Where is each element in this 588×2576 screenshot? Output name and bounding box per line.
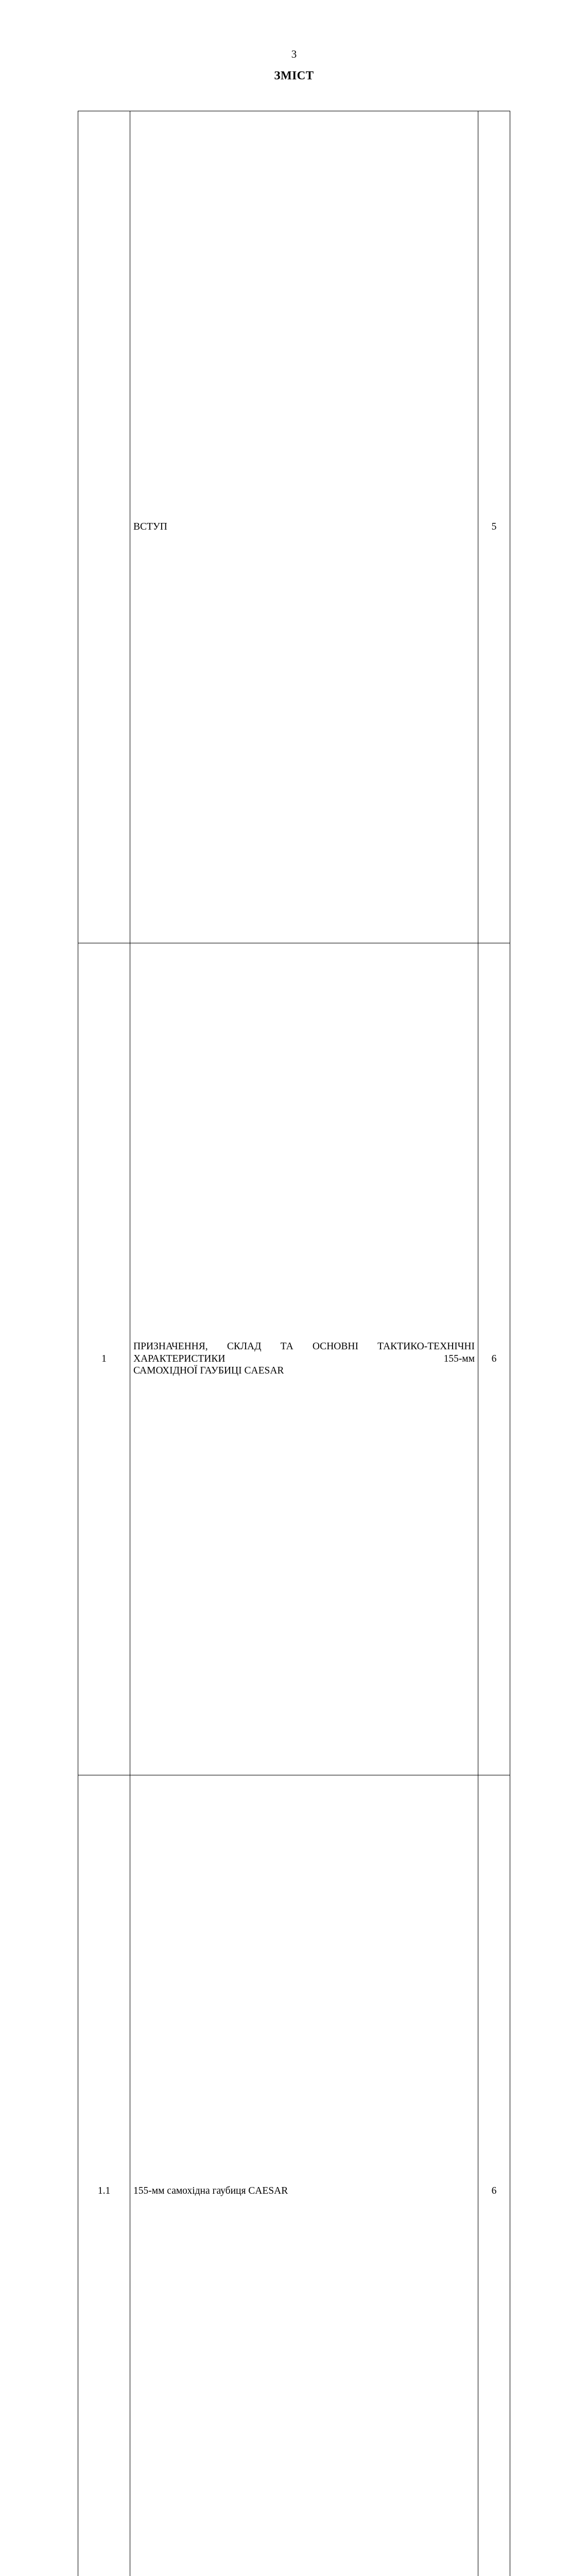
- table-row: [78, 1775, 510, 2576]
- row-number: 1.1: [78, 1775, 130, 2576]
- toc-body: [78, 111, 510, 2576]
- page-title: ЗМІСТ: [51, 69, 537, 82]
- row-page: 5: [478, 111, 510, 943]
- row-title-line2: САМОХІДНОЇ ГАУБИЦІ CAESAR: [133, 1365, 475, 1377]
- row-page: 6: [478, 1775, 510, 2576]
- row-title-line1: ПРИЗНАЧЕННЯ, СКЛАД ТА ОСНОВНІ ТАКТИКО-ТЕХНІЧНІ ХАРАКТЕРИСТИКИ 155-мм: [133, 1341, 475, 1365]
- row-number: [78, 111, 130, 943]
- page-number: 3: [51, 49, 537, 60]
- row-page: 6: [478, 943, 510, 1775]
- row-title: ВСТУП: [130, 111, 478, 943]
- row-number: 1: [78, 943, 130, 1775]
- table-row: [78, 111, 510, 943]
- row-title: 155-мм самохідна гаубиця CAESAR: [130, 1775, 478, 2576]
- document-page: [0, 0, 588, 832]
- table-row: [78, 943, 510, 1775]
- table-of-contents: [78, 111, 510, 2576]
- row-title: [130, 943, 478, 1775]
